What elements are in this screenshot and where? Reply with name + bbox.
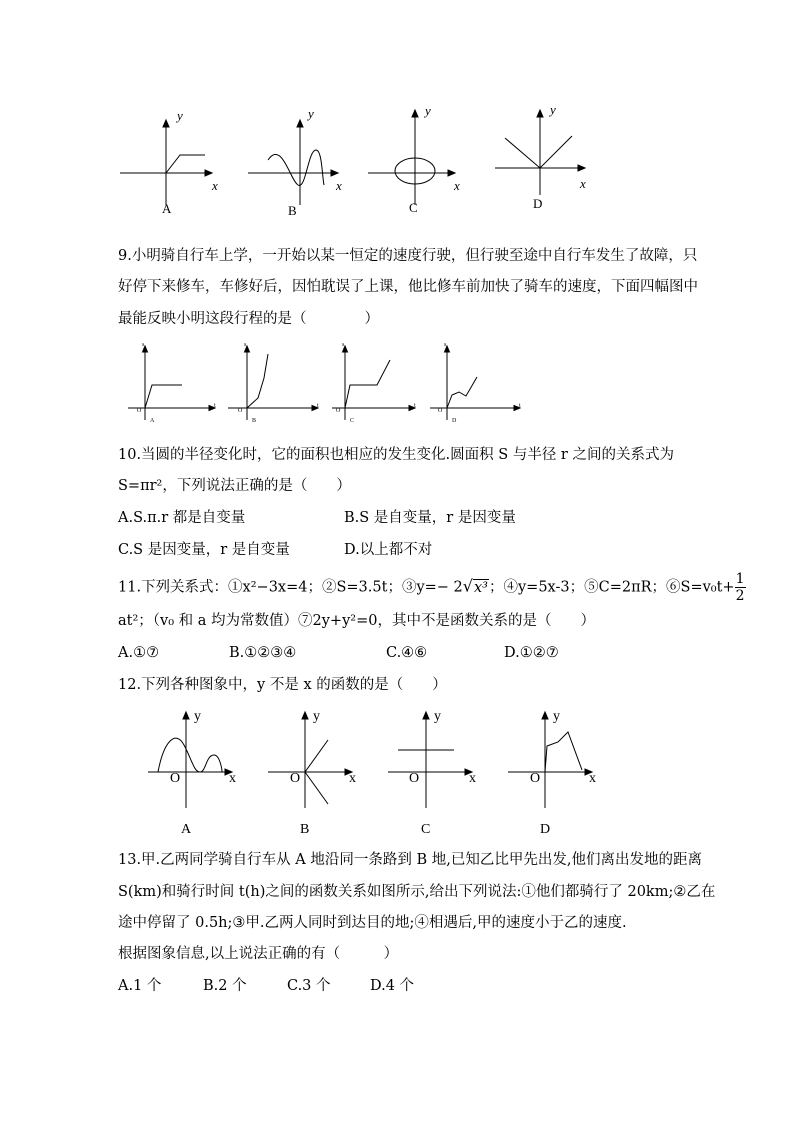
- axis-y-label: y: [308, 106, 314, 121]
- q13-line3: 途中停留了 0.5h;③甲.乙两人同时到达目的地;④相遇后,甲的速度小于乙的速度.: [118, 915, 627, 931]
- q13-option-d: D.4 个: [370, 978, 415, 994]
- figure-label-d: D: [452, 418, 457, 424]
- q10-option-d: D.以上都不对: [344, 542, 433, 558]
- axis-t-label: t: [414, 403, 416, 409]
- q10-line2: S=πr²，下列说法正确的是（ ）: [118, 478, 351, 494]
- figure-label-d: D: [540, 822, 551, 837]
- q10-option-b: B.S 是自变量，r 是因变量: [344, 510, 516, 526]
- figure-label-a: A: [162, 201, 172, 216]
- q9-line1: 9.小明骑自行车上学，一开始以某一恒定的速度行驶，但行驶至途中自行车发生了故障，只: [118, 248, 698, 264]
- q11-option-d: D.①②⑦: [504, 645, 559, 661]
- axis-t-label: t: [519, 403, 521, 409]
- axis-y-label: y: [177, 108, 183, 123]
- q13-line4: 根据图象信息,以上说法正确的有（ ）: [118, 946, 399, 962]
- q11-option-a: A.①⑦: [118, 645, 160, 661]
- axis-x-label: x: [336, 178, 342, 193]
- q8-figures: [0, 0, 794, 230]
- axis-x-label: x: [212, 178, 218, 193]
- figure-label-b: B: [252, 418, 257, 424]
- q11-option-c: C.④⑥: [386, 645, 428, 661]
- q11-option-b: B.①②③④: [229, 645, 297, 661]
- q13-option-b: B.2 个: [203, 978, 247, 994]
- q11-line1-b: ；④y=5x-3；⑤C=2πR；⑥S=v₀t+: [488, 579, 735, 596]
- axis-x-label: x: [454, 178, 460, 193]
- q11-line1: [118, 571, 746, 604]
- q9-figures: [0, 340, 794, 430]
- origin-label: O: [530, 771, 541, 786]
- fraction-one-half: $\frac{1}{2}$: [735, 571, 745, 604]
- q12-line1: 12.下列各种图象中，y 不是 x 的函数的是（ ）: [118, 677, 447, 693]
- q11-line1-a: 11.下列关系式：①x²−3x=4；②S=3.5t；③y=− 2: [118, 579, 463, 596]
- origin-label: O: [238, 408, 243, 414]
- origin-label: O: [137, 408, 142, 414]
- axis-y-label: y: [425, 103, 431, 118]
- axis-t-label: t: [214, 403, 216, 409]
- q13-line1: 13.甲.乙两同学骑自行车从 A 地沿同一条路到 B 地,已知乙比甲先出发,他们离出发地的距离: [118, 852, 702, 868]
- q10-line1: 10.当圆的半径变化时，它的面积也相应的发生变化.圆面积 S 与半径 r 之间的关系式为: [118, 447, 674, 463]
- axis-s-label: s: [342, 342, 345, 348]
- figure-label-c: C: [409, 200, 418, 215]
- axis-t-label: t: [317, 403, 319, 409]
- q13-option-c: C.3 个: [287, 978, 331, 994]
- q12-figures: [0, 700, 794, 840]
- axis-y-label: y: [434, 709, 441, 724]
- q13-line2: S(km)和骑行时间 t(h)之间的函数关系如图所示,给出下列说法:①他们都骑行了 20km;②乙在: [118, 884, 716, 900]
- axis-y-label: y: [194, 709, 201, 724]
- origin-label: O: [438, 408, 443, 414]
- axis-x-label: x: [349, 771, 356, 786]
- q11-sqrt-radicand: x³: [473, 579, 488, 596]
- axis-y-label: y: [553, 709, 560, 724]
- axis-s-label: s: [244, 342, 247, 348]
- figure-label-d: D: [533, 196, 543, 211]
- figure-label-b: B: [300, 822, 310, 837]
- origin-label: O: [290, 771, 301, 786]
- axis-s-label: s: [142, 342, 145, 348]
- q13-option-a: A.1 个: [118, 978, 162, 994]
- figure-label-b: B: [288, 203, 297, 218]
- q11-line2: at²；（v₀ 和 a 均为常数值）⑦2y+y²=0，其中不是函数关系的是（ ）: [118, 613, 595, 629]
- figure-label-c: C: [421, 822, 431, 837]
- q10-option-a: A.S.π.r 都是自变量: [118, 510, 246, 526]
- figure-label-a: A: [150, 418, 155, 424]
- axis-x-label: x: [229, 771, 236, 786]
- q9-line2: 好停下来修车，车修好后，因怕耽误了上课，他比修车前加快了骑车的速度，下面四幅图中: [118, 279, 698, 295]
- figure-label-c: C: [350, 418, 355, 424]
- origin-label: O: [409, 771, 420, 786]
- sqrt-sign: √: [462, 576, 473, 596]
- axis-s-label: s: [444, 342, 447, 348]
- q10-option-c: C.S 是因变量，r 是自变量: [118, 542, 290, 558]
- axis-x-label: x: [580, 176, 586, 191]
- origin-label: O: [170, 771, 181, 786]
- axis-x-label: x: [589, 771, 596, 786]
- axis-y-label: y: [550, 102, 556, 117]
- q9-line3: 最能反映小明这段行程的是（ ）: [118, 311, 379, 327]
- axis-x-label: x: [469, 771, 476, 786]
- origin-label: O: [336, 408, 341, 414]
- axis-y-label: y: [313, 709, 320, 724]
- figure-label-a: A: [181, 822, 192, 837]
